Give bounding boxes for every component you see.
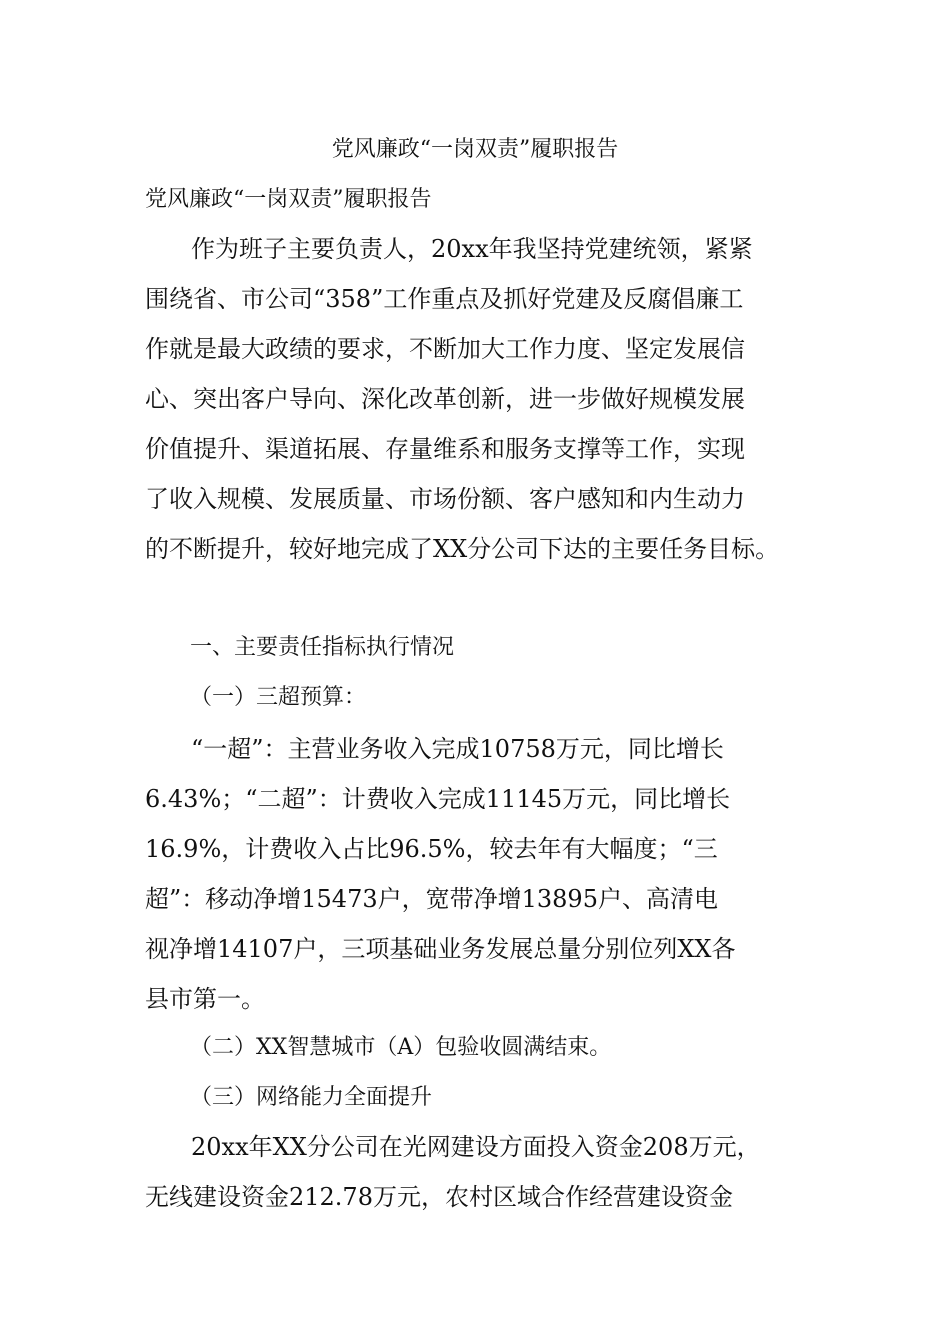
subsection-heading: （二）XX智慧城市（A）包验收圆满结束。 (190, 1035, 612, 1060)
network-paragraph (145, 1122, 825, 1222)
intro-line: 围绕省、市公司“358”工作重点及抓好党建及反腐倡廉工 (145, 285, 744, 313)
budget-line: 视净增14107户，三项基础业务发展总量分别位列XX各 (145, 935, 736, 963)
intro-line: 的不断提升，较好地完成了XX分公司下达的主要任务目标。 (145, 535, 780, 563)
intro-line: 价值提升、渠道拓展、存量维系和服务支撑等工作，实现 (145, 435, 745, 463)
network-line: 20xx年XX分公司在光网建设方面投入资金208万元， (191, 1133, 761, 1161)
budget-line: 6.43%；“二超”：计费收入完成11145万元，同比增长 (145, 785, 731, 813)
document-title: 党风廉政“一岗双责”履职报告 (331, 137, 619, 162)
budget-paragraph (145, 724, 825, 1024)
budget-line: 县市第一。 (145, 985, 265, 1013)
budget-line: “一超”：主营业务收入完成10758万元，同比增长 (191, 735, 724, 763)
intro-line: 心、突出客户导向、深化改革创新，进一步做好规模发展 (145, 385, 745, 413)
budget-line: 16.9%，计费收入占比96.5%，较去年有大幅度；“三 (145, 835, 718, 863)
intro-line: 作就是最大政绩的要求，不断加大工作力度、坚定发展信 (145, 335, 745, 363)
intro-paragraph (145, 224, 825, 574)
intro-line: 作为班子主要负责人，20xx年我坚持党建统领，紧紧 (191, 235, 753, 263)
section-heading: 一、主要责任指标执行情况 (190, 635, 455, 660)
network-line: 无线建设资金212.78万元，农村区域合作经营建设资金 (145, 1183, 733, 1211)
intro-line: 了收入规模、发展质量、市场份额、客户感知和内生动力 (145, 485, 745, 513)
subsection-heading: （三）网络能力全面提升 (190, 1085, 433, 1110)
subsection-heading: （一）三超预算： (190, 685, 367, 710)
document-subtitle: 党风廉政“一岗双责”履职报告 (145, 187, 432, 212)
budget-line: 超”：移动净增15473户，宽带净增13895户、高清电 (145, 885, 718, 913)
